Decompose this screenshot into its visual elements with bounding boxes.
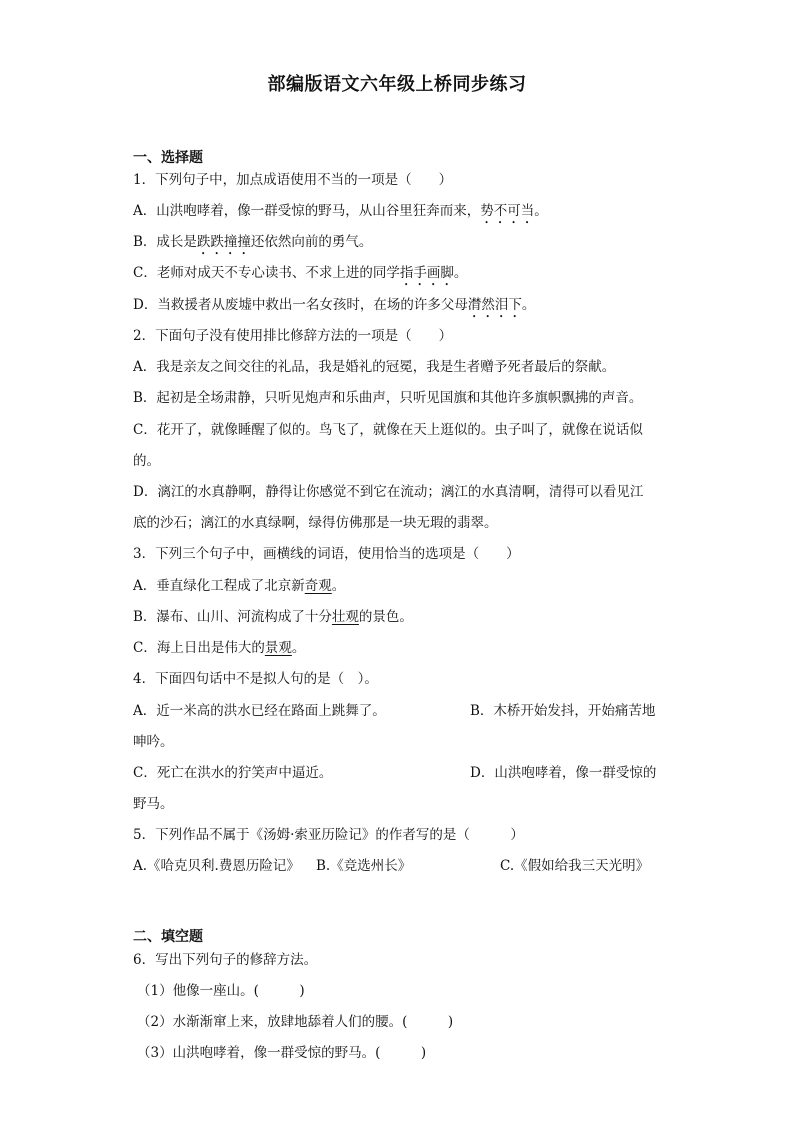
option-text: 。 bbox=[291, 640, 306, 656]
option-text: 还依然向前的勇气。 bbox=[250, 234, 373, 250]
question-5-option-a: A.《哈克贝利.费恩历险记》 bbox=[133, 858, 300, 874]
page-title: 部编版语文六年级上桥同步练习 bbox=[267, 74, 527, 95]
question-3-stem: 3．下列三个句子中，画横线的词语，使用恰当的选项是（ ） bbox=[133, 546, 520, 562]
question-3-option-b bbox=[133, 608, 413, 626]
section-heading-fill: 二、填空题 bbox=[133, 929, 203, 945]
question-5-stem: 5．下列作品不属于《汤姆·索亚历险记》的作者写的是（ ） bbox=[133, 827, 524, 843]
option-text: 。 bbox=[331, 578, 346, 594]
option-text: 。 bbox=[453, 265, 468, 281]
question-2-stem: 2．下面句子没有使用排比修辞方法的一项是（ ） bbox=[133, 328, 453, 344]
question-6-item-3: （3）山洪咆哮着，像一群受惊的野马。( ) bbox=[137, 1045, 427, 1061]
question-4-option-d-line1: D．山洪咆哮着，像一群受惊的 bbox=[470, 765, 657, 781]
question-1-stem: 1．下列句子中，加点成语使用不当的一项是（ ） bbox=[133, 172, 453, 188]
option-text: 。 bbox=[534, 203, 548, 219]
option-text: C．海上日出是伟大的 bbox=[133, 640, 265, 656]
section-heading-choice: 一、选择题 bbox=[133, 150, 203, 166]
option-text: 的景色。 bbox=[358, 609, 413, 625]
underlined-word: 奇观 bbox=[304, 578, 332, 594]
question-2-option-c-line2: 的。 bbox=[133, 453, 160, 469]
question-3-option-a bbox=[133, 577, 345, 595]
question-6-item-2: （2）水渐渐窜上来，放肆地舔着人们的腰。( ) bbox=[137, 1014, 454, 1030]
underlined-word: 壮观 bbox=[331, 609, 359, 625]
question-3-option-c bbox=[133, 639, 305, 657]
question-2-option-c-line1: C．花开了，就像睡醒了似的。鸟飞了，就像在天上逛似的。虫子叫了，就像在说话似 bbox=[133, 422, 643, 438]
question-5-option-b: B.《竞选州长》 bbox=[316, 858, 412, 874]
question-4-option-c: C．死亡在洪水的狞笑声中逼近。 bbox=[133, 765, 333, 781]
dotted-idiom: 跌跌撞撞 bbox=[196, 234, 251, 250]
dotted-idiom: 指手画脚 bbox=[399, 265, 454, 281]
question-4-option-b-line1: B．木桥开始发抖，开始痛苦地 bbox=[470, 703, 656, 719]
option-text: C．老师对成天不专心读书、不求上进的同学 bbox=[133, 265, 400, 281]
dotted-idiom: 势不可当 bbox=[480, 203, 535, 219]
dotted-idiom: 潸然泪下 bbox=[467, 297, 522, 313]
underlined-word: 景观 bbox=[264, 640, 292, 656]
option-text: B．成长是 bbox=[133, 234, 197, 250]
question-1-option-b bbox=[133, 233, 372, 258]
question-6-item-1: （1）他像一座山。( ) bbox=[137, 983, 305, 999]
option-text: D．当救援者从废墟中救出一名女孩时，在场的许多父母 bbox=[133, 297, 468, 313]
question-4-option-b-line2: 呻吟。 bbox=[133, 734, 174, 750]
option-text: A．垂直绿化工程成了北京新 bbox=[133, 578, 305, 594]
question-2-option-a: A．我是亲友之间交往的礼品，我是婚礼的冠冕，我是生者赠予死者最后的祭献。 bbox=[133, 359, 616, 375]
question-4-stem: 4．下面四句话中不是拟人句的是（ ）。 bbox=[133, 671, 378, 687]
option-text: A．山洪咆哮着，像一群受惊的野马，从山谷里狂奔而来， bbox=[133, 203, 481, 219]
question-6-stem: 6．写出下列句子的修辞方法。 bbox=[133, 952, 318, 968]
question-2-option-d-line2: 底的沙石；漓江的水真绿啊，绿得仿佛那是一块无瑕的翡翠。 bbox=[133, 515, 498, 531]
question-4-option-d-line2: 野马。 bbox=[133, 796, 174, 812]
question-2-option-d-line1: D．漓江的水真静啊，静得让你感觉不到它在流动；漓江的水真清啊，清得可以看见江 bbox=[133, 484, 644, 500]
question-4-option-a: A．近一米高的洪水已经在路面上跳舞了。 bbox=[133, 703, 386, 719]
question-1-option-d bbox=[133, 296, 535, 321]
question-2-option-b: B．起初是全场肃静，只听见炮声和乐曲声，只听见国旗和其他许多旗帜飘拂的声音。 bbox=[133, 390, 643, 406]
question-1-option-a bbox=[133, 202, 548, 227]
option-text: 。 bbox=[521, 297, 536, 313]
question-1-option-c bbox=[133, 264, 467, 289]
option-text: B．瀑布、山川、河流构成了十分 bbox=[133, 609, 332, 625]
question-5-option-c: C.《假如给我三天光明》 bbox=[500, 858, 650, 874]
